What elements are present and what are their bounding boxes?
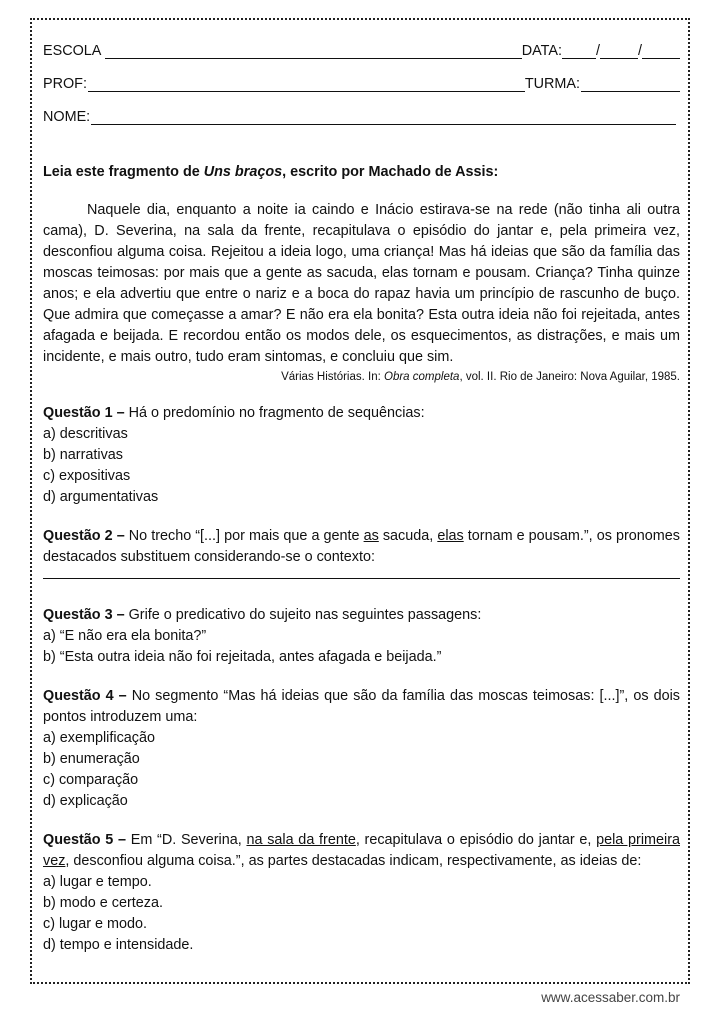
option[interactable]: c) lugar e modo. [43, 916, 147, 932]
date-separator: / [638, 43, 642, 59]
option[interactable]: b) enumeração [43, 751, 140, 767]
name-field[interactable] [91, 110, 676, 125]
question-5-stem: Questão 5 – Em “D. Severina, na sala da frente, recapitulava o episódio do jantar e, pela primeira vez, desconfiou alguma coisa.”, as partes destacadas indicam, respectivamente, as ideias de: [43, 832, 680, 869]
option[interactable]: a) descritivas [43, 426, 128, 442]
question-3 [43, 605, 680, 668]
option[interactable]: b) modo e certeza. [43, 895, 163, 911]
option[interactable]: a) lugar e tempo. [43, 874, 152, 890]
date-label: DATA: [521, 43, 562, 59]
question-5 [43, 830, 680, 956]
school-field[interactable] [105, 44, 521, 59]
site-watermark: www.acessaber.com.br [541, 990, 680, 1005]
teacher-field[interactable] [88, 77, 525, 92]
question-3-stem: Questão 3 – Grife o predicativo do sujeito nas seguintes passagens: [43, 607, 482, 623]
class-field[interactable] [581, 77, 680, 92]
question-4 [43, 686, 680, 812]
option[interactable]: c) comparação [43, 772, 139, 788]
question-4-stem: Questão 4 – No segmento “Mas há ideias que são da família das moscas teimosas: [...]”, os dois pontos introduzem uma: [43, 688, 680, 725]
date-day-field[interactable] [562, 44, 596, 59]
teacher-label: PROF: [43, 76, 87, 92]
date-separator: / [596, 43, 600, 59]
text-passage: Naquele dia, enquanto a noite ia caindo e Inácio estirava-se na rede (não tinha ali outra cama), D. Severina, na sala da frente, recapitulava o episódio do jantar e, pela primeira vez, desconfiou alguma coisa. Rejeitou a ideia logo, uma criança! Mas há ideias que são da família das moscas teimosas: por mais que a gente as sacuda, elas tornam e pousam. Criança? Tinha quinze anos; e ela advertiu que entre o nariz e a boca do rapaz havia um princípio de rascunho de buço. Que admira que começasse a amar? E não era ela bonita? Esta outra ideia não foi rejeitada, antes afagada e beijada. E recordou então os modos dele, os esquecimentos, as distrações, e mais um incidente, e mais outro, tudo eram sintomas, e concluiu que sim. [43, 202, 680, 365]
option[interactable]: d) explicação [43, 793, 128, 809]
date-month-field[interactable] [600, 44, 638, 59]
name-label: NOME: [43, 109, 91, 125]
book-title: Uns braços [203, 164, 283, 180]
reading-instruction: Leia este fragmento de Uns braços, escrito por Machado de Assis: [43, 164, 499, 180]
option[interactable]: d) argumentativas [43, 489, 159, 505]
date-year-field[interactable] [642, 44, 680, 59]
option: a) “E não era ela bonita?” [43, 628, 207, 644]
answer-line[interactable] [43, 568, 680, 579]
question-1-stem: Questão 1 – Há o predomínio no fragmento de sequências: [43, 405, 425, 421]
option[interactable]: c) expositivas [43, 468, 131, 484]
option[interactable]: d) tempo e intensidade. [43, 937, 194, 953]
question-2 [43, 526, 680, 579]
header-row-name [43, 106, 680, 128]
class-label: TURMA: [524, 76, 580, 92]
option[interactable]: b) narrativas [43, 447, 123, 463]
option[interactable]: a) exemplificação [43, 730, 155, 746]
option: b) “Esta outra ideia não foi rejeitada, antes afagada e beijada.” [43, 649, 442, 665]
passage-source: Várias Histórias. In: Obra completa, vol. II. Rio de Janeiro: Nova Aguilar, 1985. [281, 371, 680, 383]
worksheet [43, 40, 680, 956]
school-label: ESCOLA [43, 43, 102, 59]
header-row-school [43, 40, 680, 62]
question-1 [43, 403, 680, 508]
header-row-teacher [43, 73, 680, 95]
question-2-stem: Questão 2 – No trecho “[...] por mais que a gente as sacuda, elas tornam e pousam.”, os pronomes destacados substituem considerando-se o contexto: [43, 528, 680, 565]
